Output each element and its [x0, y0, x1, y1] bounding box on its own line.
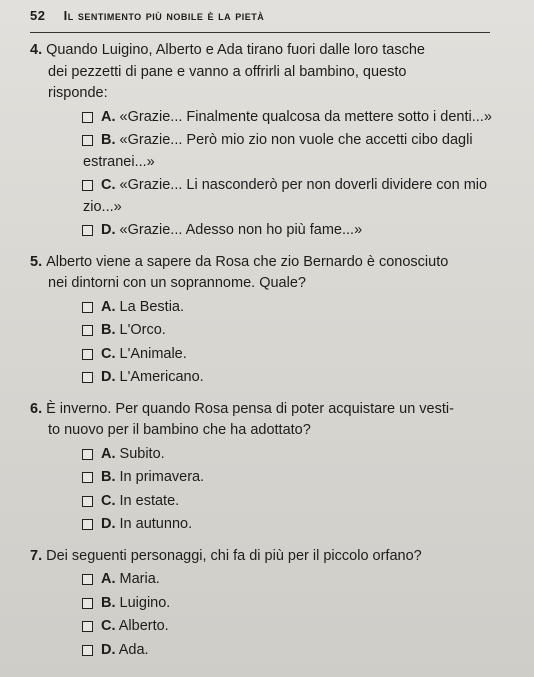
question-number: 4. — [30, 42, 43, 58]
checkbox[interactable] — [82, 472, 93, 483]
checkbox[interactable] — [82, 645, 93, 656]
option-letter: B. — [101, 594, 116, 611]
option-letter: C. — [101, 492, 116, 509]
option-d[interactable] — [30, 220, 500, 242]
question-line: È inverno. Per quando Rosa pensa di poter acquistare un vesti- — [46, 400, 454, 417]
checkbox[interactable] — [82, 180, 93, 191]
header-divider — [30, 32, 490, 33]
option-text — [101, 616, 500, 638]
option-text — [83, 130, 500, 173]
option-text — [101, 491, 500, 513]
option-a[interactable] — [30, 107, 500, 129]
option-a[interactable] — [30, 569, 500, 591]
option-a[interactable] — [30, 297, 500, 319]
option-label: Ada. — [118, 641, 149, 658]
option-label: Maria. — [119, 571, 160, 587]
option-text — [101, 569, 500, 591]
option-label: In estate. — [119, 492, 180, 509]
question-text — [30, 252, 500, 295]
option-letter: A. — [101, 298, 116, 315]
option-c[interactable] — [30, 344, 500, 366]
option-letter: D. — [101, 222, 116, 238]
checkbox[interactable] — [82, 135, 93, 146]
option-label: «Grazie... Adesso non ho più fame...» — [119, 222, 363, 238]
checkbox[interactable] — [82, 112, 93, 123]
option-letter: D. — [101, 516, 116, 532]
option-text — [101, 444, 500, 466]
option-label: Subito. — [119, 445, 165, 462]
option-a[interactable] — [30, 444, 500, 466]
option-letter: B. — [101, 322, 116, 338]
option-letter: C. — [101, 345, 116, 362]
question-6 — [30, 399, 500, 536]
option-c[interactable] — [30, 616, 500, 638]
option-c[interactable] — [30, 175, 500, 218]
option-b[interactable] — [30, 593, 500, 615]
question-text — [30, 40, 500, 105]
question-text — [30, 546, 500, 568]
page-header — [30, 8, 534, 23]
chapter-title: Il sentimento più nobile è la pietà — [63, 8, 265, 23]
option-letter: C. — [101, 177, 116, 193]
option-letter: D. — [101, 641, 116, 658]
checkbox[interactable] — [82, 302, 93, 313]
option-letter: B. — [101, 469, 116, 485]
option-letter: D. — [101, 369, 116, 385]
question-line: dei pezzetti di pane e vanno a offrirli al bambino, questo — [48, 63, 407, 80]
option-text — [101, 220, 500, 242]
option-label: In primavera. — [119, 469, 205, 485]
option-text — [101, 467, 500, 489]
question-text — [30, 399, 500, 442]
option-text — [101, 344, 500, 366]
option-text — [101, 367, 500, 389]
option-letter: A. — [101, 108, 116, 125]
option-letter: C. — [101, 618, 116, 634]
checkbox[interactable] — [82, 598, 93, 609]
option-label: In autunno. — [119, 516, 193, 532]
option-text — [101, 320, 500, 342]
option-text — [101, 640, 500, 662]
checkbox[interactable] — [82, 225, 93, 236]
option-label: «Grazie... Li nasconderò per non doverli dividere con mio — [119, 177, 488, 193]
question-number: 5. — [30, 253, 43, 270]
option-d[interactable] — [30, 640, 500, 662]
option-text — [101, 593, 500, 615]
option-text — [101, 514, 500, 536]
option-label: L'Americano. — [119, 369, 204, 385]
checkbox[interactable] — [82, 621, 93, 632]
option-d[interactable] — [30, 514, 500, 536]
question-number: 6. — [30, 400, 43, 417]
option-b[interactable] — [30, 467, 500, 489]
option-label: L'Orco. — [119, 322, 166, 338]
question-line: Alberto viene a sapere da Rosa che zio Bernardo è conosciuto — [46, 253, 449, 270]
checkbox[interactable] — [82, 325, 93, 336]
option-text — [101, 297, 500, 319]
checkbox[interactable] — [82, 349, 93, 360]
option-label: Luigino. — [119, 594, 171, 611]
question-line: nei dintorni con un soprannome. Quale? — [48, 275, 306, 291]
question-line: Dei seguenti personaggi, chi fa di più per il piccolo orfano? — [46, 547, 422, 564]
option-letter: A. — [101, 445, 116, 462]
question-line: Quando Luigino, Alberto e Ada tirano fuori dalle loro tasche — [46, 42, 425, 58]
option-label-continued: estranei...» — [83, 153, 155, 170]
option-label: La Bestia. — [119, 298, 185, 315]
option-text — [83, 175, 500, 218]
option-b[interactable] — [30, 130, 500, 173]
checkbox[interactable] — [82, 372, 93, 383]
option-c[interactable] — [30, 491, 500, 513]
question-5 — [30, 252, 500, 389]
question-7 — [30, 546, 500, 662]
question-line: to nuovo per il bambino che ha adottato? — [48, 422, 311, 438]
option-letter: B. — [101, 132, 116, 148]
question-4 — [30, 40, 500, 242]
checkbox[interactable] — [82, 574, 93, 585]
question-number: 7. — [30, 547, 43, 564]
checkbox[interactable] — [82, 449, 93, 460]
option-label: L'Animale. — [119, 345, 187, 362]
option-d[interactable] — [30, 367, 500, 389]
option-text — [101, 107, 500, 129]
page-number: 52 — [30, 8, 46, 23]
option-b[interactable] — [30, 320, 500, 342]
option-label-continued: zio...» — [83, 198, 122, 215]
option-label: Alberto. — [118, 618, 169, 634]
checkbox[interactable] — [82, 519, 93, 530]
option-label: «Grazie... Però mio zio non vuole che accetti cibo dagli — [119, 132, 473, 148]
question-line: risponde: — [48, 85, 108, 101]
option-label: «Grazie... Finalmente qualcosa da mettere sotto i denti...» — [119, 108, 492, 125]
option-letter: A. — [101, 571, 116, 587]
checkbox[interactable] — [82, 496, 93, 507]
questions-section — [30, 40, 500, 671]
